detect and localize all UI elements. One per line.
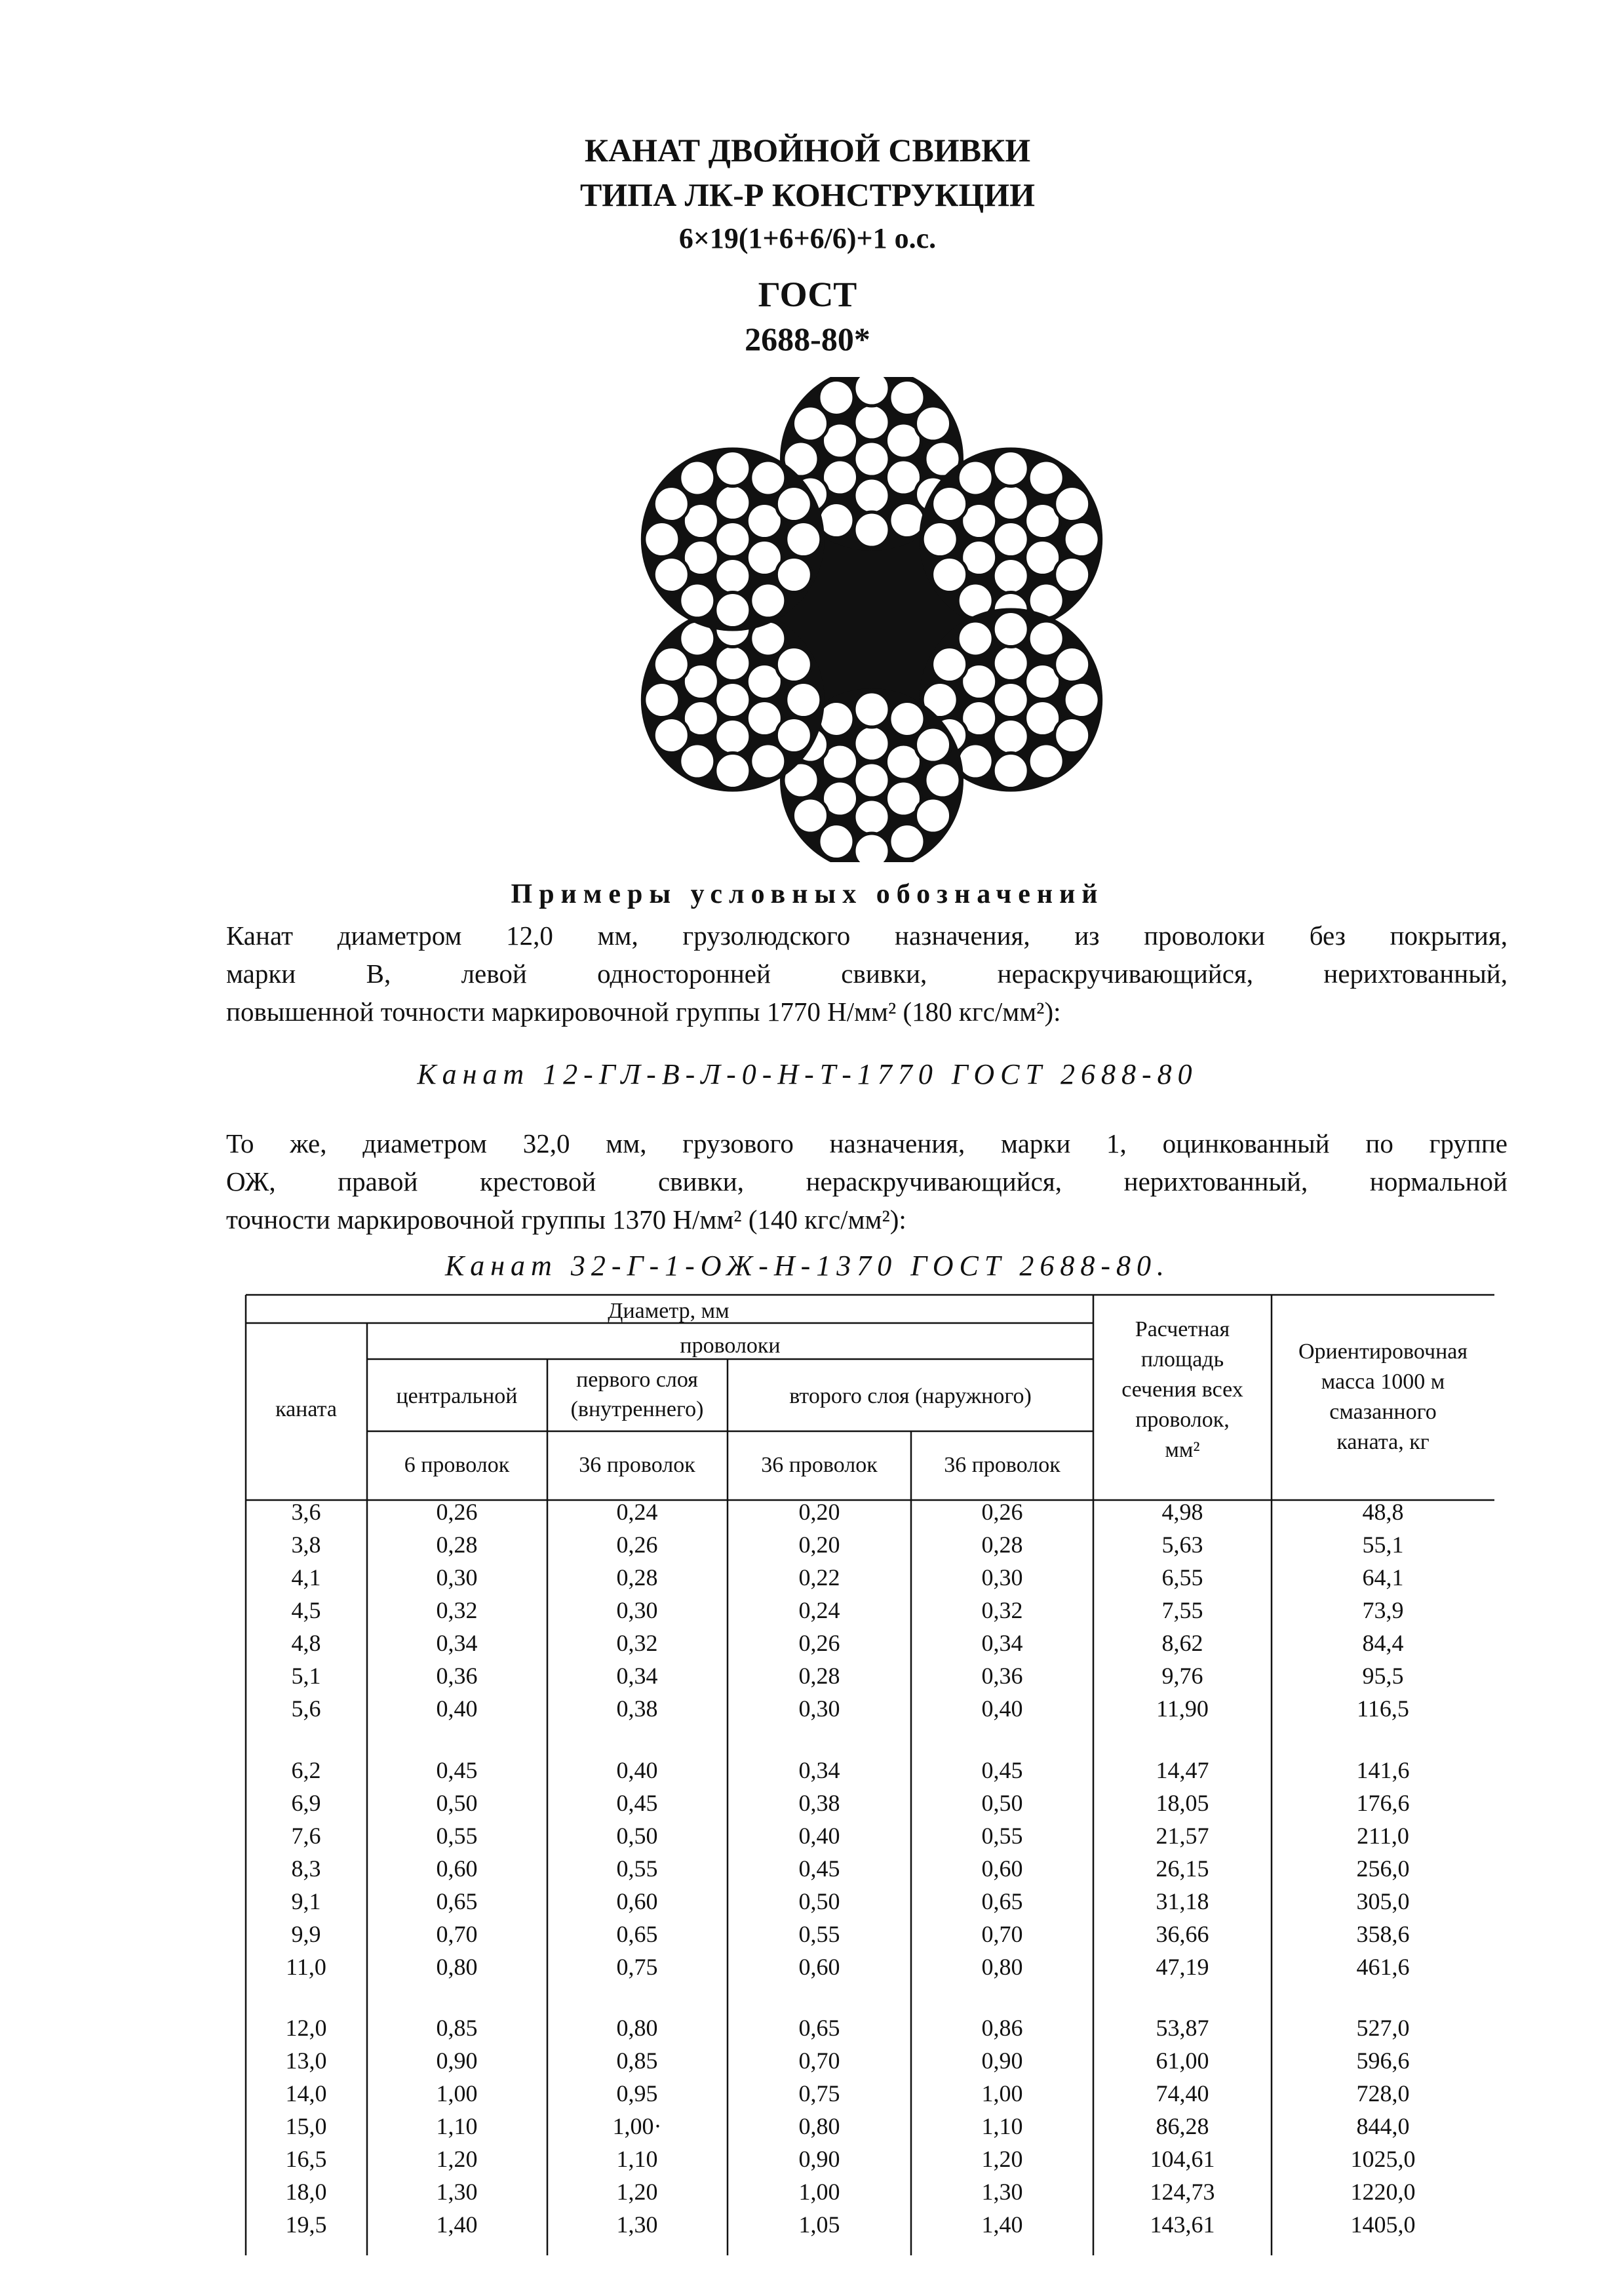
document-title-line1: КАНАТ ДВОЙНОЙ СВИВКИ	[584, 132, 1031, 168]
table-cell: 104,61	[1150, 2146, 1215, 2172]
table-cell: 176,6	[1356, 1790, 1410, 1816]
header-wires: проволоки	[680, 1334, 781, 1358]
table-cell: 14,47	[1156, 1757, 1209, 1783]
table-cell: 0,20	[798, 1532, 840, 1558]
table-cell: 0,95	[616, 2080, 658, 2107]
paragraph-line: То же, диаметром 32,0 мм, грузового назначения, марки 1, оцинкованный по группе	[226, 1128, 1508, 1158]
table-cell: 844,0	[1356, 2113, 1410, 2139]
table-cell: 12,0	[285, 2015, 327, 2041]
table-cell: 1025,0	[1350, 2146, 1416, 2172]
table-cell: 0,40	[436, 1695, 478, 1722]
table-cell: 0,65	[436, 1888, 478, 1914]
table-cell: 0,22	[798, 1564, 840, 1591]
table-cell: 3,8	[291, 1532, 321, 1558]
table-row	[292, 1597, 1404, 1623]
table-row	[286, 2146, 1416, 2172]
table-cell: 0,70	[981, 1921, 1023, 1947]
header-count-second-a: 36 проволок	[761, 1453, 878, 1477]
table-cell: 461,6	[1356, 1954, 1410, 1980]
table-cell: 0,45	[798, 1855, 840, 1882]
table-cell: 21,57	[1156, 1823, 1209, 1849]
table-cell: 141,6	[1356, 1757, 1410, 1783]
table-cell: 0,26	[616, 1532, 658, 1558]
table-cell: 0,60	[616, 1888, 658, 1914]
table-cell: 124,73	[1150, 2179, 1215, 2205]
table-cell: 256,0	[1356, 1855, 1410, 1882]
header-diameter: Диаметр, мм	[608, 1299, 730, 1323]
table-cell: 55,1	[1362, 1532, 1404, 1558]
table-cell: 0,80	[981, 1954, 1023, 1980]
table-cell: 0,26	[981, 1499, 1023, 1525]
table-cell: 0,90	[981, 2048, 1023, 2074]
table-cell: 0,40	[981, 1695, 1023, 1722]
table-cell: 9,9	[291, 1921, 321, 1947]
table-cell: 0,50	[798, 1888, 840, 1914]
table-cell: 8,3	[291, 1855, 321, 1882]
table-cell: 0,40	[616, 1757, 658, 1783]
table-cell: 596,6	[1356, 2048, 1410, 2074]
table-cell: 3,6	[291, 1499, 321, 1525]
paragraph-line: марки В, левой односторонней свивки, нераскручивающийся, нерихтованный,	[226, 959, 1508, 989]
table-cell: 73,9	[1362, 1597, 1404, 1623]
table-cell: 1405,0	[1350, 2211, 1416, 2238]
table-cell: 7,6	[291, 1823, 321, 1849]
table-cell: 527,0	[1356, 2015, 1410, 2041]
table-cell: 0,50	[981, 1790, 1023, 1816]
table-row	[286, 1954, 1409, 1980]
table-cell: 9,1	[291, 1888, 321, 1914]
table-cell: 1,40	[436, 2211, 478, 2238]
table-cell: 4,5	[291, 1597, 321, 1623]
table-cell: 4,98	[1161, 1499, 1203, 1525]
standard-number: 2688-80*	[745, 321, 870, 357]
table-row	[292, 1921, 1410, 1947]
header-mass-line: масса 1000 м	[1321, 1370, 1445, 1394]
table-cell: 18,0	[285, 2179, 327, 2205]
table-cell: 0,30	[616, 1597, 658, 1623]
table-cell: 0,28	[798, 1663, 840, 1689]
header-count-first: 36 проволок	[579, 1453, 695, 1477]
table-cell: 64,1	[1362, 1564, 1404, 1591]
table-cell: 1,30	[616, 2211, 658, 2238]
table-cell: 0,85	[616, 2048, 658, 2074]
table-cell: 0,32	[436, 1597, 478, 1623]
table-cell: 53,87	[1156, 2015, 1209, 2041]
table-cell: 1,10	[616, 2146, 658, 2172]
table-cell: 0,28	[436, 1532, 478, 1558]
table-cell: 11,0	[286, 1954, 326, 1980]
table-cell: 14,0	[285, 2080, 327, 2107]
header-mass-line: смазанного	[1329, 1400, 1437, 1424]
table-cell: 1,00	[981, 2080, 1023, 2107]
table-cell: 0,85	[436, 2015, 478, 2041]
table-cell: 0,70	[798, 2048, 840, 2074]
table-cell: 0,60	[798, 1954, 840, 1980]
table-cell: 0,26	[436, 1499, 478, 1525]
table-cell: 1,00·	[612, 2113, 662, 2139]
table-row	[292, 1499, 1404, 1525]
table-cell: 5,6	[291, 1695, 321, 1722]
header-mass-line: каната, кг	[1336, 1430, 1430, 1454]
paragraph-line: ОЖ, правой крестовой свивки, нераскручивающийся, нерихтованный, нормальной	[226, 1166, 1508, 1197]
table-cell: 0,75	[798, 2080, 840, 2107]
table-cell: 74,40	[1156, 2080, 1209, 2107]
header-second-layer: второго слоя (наружного)	[789, 1384, 1032, 1408]
header-area-line: проволок,	[1135, 1408, 1230, 1432]
table-cell: 36,66	[1156, 1921, 1209, 1947]
table-cell: 0,90	[436, 2048, 478, 2074]
table-cell: 95,5	[1362, 1663, 1404, 1689]
table-cell: 4,8	[291, 1630, 321, 1656]
table-row	[286, 2113, 1410, 2139]
table-cell: 11,90	[1156, 1695, 1209, 1722]
table-cell: 0,36	[981, 1663, 1023, 1689]
example-designation-1: Канат 12-ГЛ-В-Л-0-Н-Т-1770 ГОСТ 2688-80	[417, 1058, 1198, 1090]
paragraph-line: Канат диаметром 12,0 мм, грузолюдского назначения, из проволоки без покрытия,	[226, 920, 1508, 951]
table-cell: 0,80	[436, 1954, 478, 1980]
table-cell: 4,1	[291, 1564, 321, 1591]
table-grid	[246, 1295, 1494, 2255]
header-area-line: мм²	[1165, 1438, 1200, 1462]
header-area-line: сечения всех	[1121, 1377, 1243, 1402]
table-cell: 0,30	[981, 1564, 1023, 1591]
table-cell: 0,28	[981, 1532, 1023, 1558]
table-cell: 5,1	[291, 1663, 321, 1689]
table-cell: 0,24	[616, 1499, 658, 1525]
table-cell: 1,20	[616, 2179, 658, 2205]
table-cell: 305,0	[1356, 1888, 1410, 1914]
table-cell: 61,00	[1156, 2048, 1209, 2074]
table-cell: 6,9	[291, 1790, 321, 1816]
table-cell: 116,5	[1357, 1695, 1409, 1722]
table-cell: 0,45	[436, 1757, 478, 1783]
table-cell: 0,30	[798, 1695, 840, 1722]
rope-construction: 6×19(1+6+6/6)+1 о.с.	[678, 222, 937, 254]
table-row	[286, 2211, 1416, 2238]
table-cell: 26,15	[1156, 1855, 1209, 1882]
table-cell: 1,30	[436, 2179, 478, 2205]
table-cell: 0,55	[798, 1921, 840, 1947]
table-row	[292, 1695, 1409, 1722]
paragraph-line: повышенной точности маркировочной группы 1770 Н/мм² (180 кгс/мм²):	[226, 997, 1061, 1027]
table-cell: 0,55	[616, 1855, 658, 1882]
table-cell: 0,65	[981, 1888, 1023, 1914]
table-cell: 1220,0	[1350, 2179, 1416, 2205]
table-row	[292, 1888, 1410, 1914]
table-cell: 84,4	[1362, 1630, 1404, 1656]
header-count-central: 6 проволок	[404, 1453, 510, 1477]
table-row	[286, 2080, 1410, 2107]
table-cell: 0,75	[616, 1954, 658, 1980]
table-cell: 0,86	[981, 2015, 1023, 2041]
table-cell: 0,26	[798, 1630, 840, 1656]
table-row	[286, 2048, 1410, 2074]
header-count-second-b: 36 проволок	[944, 1453, 1060, 1477]
table-row	[292, 1532, 1404, 1558]
table-cell: 0,32	[981, 1597, 1023, 1623]
paragraph-line: точности маркировочной группы 1370 Н/мм² (140 кгс/мм²):	[226, 1204, 906, 1235]
table-cell: 13,0	[285, 2048, 327, 2074]
table-cell: 0,70	[436, 1921, 478, 1947]
table-cell: 0,55	[981, 1823, 1023, 1849]
table-cell: 0,60	[436, 1855, 478, 1882]
table-cell: 0,45	[616, 1790, 658, 1816]
table-cell: 48,8	[1362, 1499, 1404, 1525]
standard-label: ГОСТ	[758, 275, 857, 314]
table-cell: 0,55	[436, 1823, 478, 1849]
document-title-line2: ТИПА ЛК-Р КОНСТРУКЦИИ	[579, 176, 1036, 213]
table-cell: 0,65	[798, 2015, 840, 2041]
table-row	[292, 1823, 1409, 1849]
table-cell: 0,34	[798, 1757, 840, 1783]
header-first-layer-inner: (внутреннего)	[570, 1397, 704, 1421]
header-first-layer: первого слоя	[576, 1368, 698, 1392]
table-header	[275, 1299, 1468, 1477]
header-central: центральной	[396, 1384, 518, 1408]
table-cell: 7,55	[1161, 1597, 1203, 1623]
header-area-line: площадь	[1140, 1347, 1224, 1372]
table-cell: 0,38	[798, 1790, 840, 1816]
examples-heading: Примеры условных обозначений	[511, 879, 1104, 909]
table-row	[292, 1757, 1410, 1783]
table-cell: 5,63	[1161, 1532, 1203, 1558]
table-cell: 47,19	[1156, 1954, 1209, 1980]
table-cell: 6,55	[1161, 1564, 1203, 1591]
table-cell: 0,28	[616, 1564, 658, 1591]
table-cell: 9,76	[1161, 1663, 1203, 1689]
table-cell: 0,24	[798, 1597, 840, 1623]
table-cell: 1,10	[981, 2113, 1023, 2139]
table-body	[286, 1499, 1416, 2238]
table-cell: 6,2	[291, 1757, 321, 1783]
table-row	[292, 1630, 1404, 1656]
table-cell: 8,62	[1161, 1630, 1203, 1656]
header-rope: каната	[275, 1397, 337, 1421]
table-cell: 0,80	[616, 2015, 658, 2041]
table-cell: 0,80	[798, 2113, 840, 2139]
table-cell: 0,32	[616, 1630, 658, 1656]
table-cell: 0,40	[798, 1823, 840, 1849]
table-cell: 0,50	[616, 1823, 658, 1849]
table-cell: 1,30	[981, 2179, 1023, 2205]
table-cell: 0,34	[436, 1630, 478, 1656]
table-row	[292, 1663, 1404, 1689]
header-mass-line: Ориентировочная	[1298, 1339, 1468, 1364]
table-cell: 1,00	[436, 2080, 478, 2107]
table-cell: 0,30	[436, 1564, 478, 1591]
table-cell: 211,0	[1357, 1823, 1409, 1849]
table-cell: 0,34	[616, 1663, 658, 1689]
table-row	[292, 1790, 1410, 1816]
table-cell: 0,45	[981, 1757, 1023, 1783]
table-cell: 0,50	[436, 1790, 478, 1816]
table-cell: 31,18	[1156, 1888, 1209, 1914]
table-cell: 1,10	[436, 2113, 478, 2139]
table-cell: 1,05	[798, 2211, 840, 2238]
table-cell: 18,05	[1156, 1790, 1209, 1816]
table-cell: 19,5	[285, 2211, 327, 2238]
table-cell: 1,20	[981, 2146, 1023, 2172]
table-row	[292, 1855, 1410, 1882]
table-cell: 0,90	[798, 2146, 840, 2172]
table-row	[286, 2015, 1410, 2041]
table-cell: 143,61	[1150, 2211, 1215, 2238]
table-cell: 728,0	[1356, 2080, 1410, 2107]
table-cell: 1,20	[436, 2146, 478, 2172]
header-area-line: Расчетная	[1135, 1317, 1230, 1341]
table-row	[292, 1564, 1404, 1591]
table-cell: 0,60	[981, 1855, 1023, 1882]
table-cell: 0,34	[981, 1630, 1023, 1656]
table-cell: 0,38	[616, 1695, 658, 1722]
table-cell: 358,6	[1356, 1921, 1410, 1947]
table-cell: 86,28	[1156, 2113, 1209, 2139]
table-cell: 0,20	[798, 1499, 840, 1525]
example-designation-2: Канат 32-Г-1-ОЖ-Н-1370 ГОСТ 2688-80.	[445, 1250, 1170, 1282]
table-cell: 15,0	[285, 2113, 327, 2139]
table-row	[286, 2179, 1416, 2205]
table-cell: 16,5	[285, 2146, 327, 2172]
table-cell: 0,65	[616, 1921, 658, 1947]
table-cell: 1,00	[798, 2179, 840, 2205]
table-cell: 1,40	[981, 2211, 1023, 2238]
table-cell: 0,36	[436, 1663, 478, 1689]
